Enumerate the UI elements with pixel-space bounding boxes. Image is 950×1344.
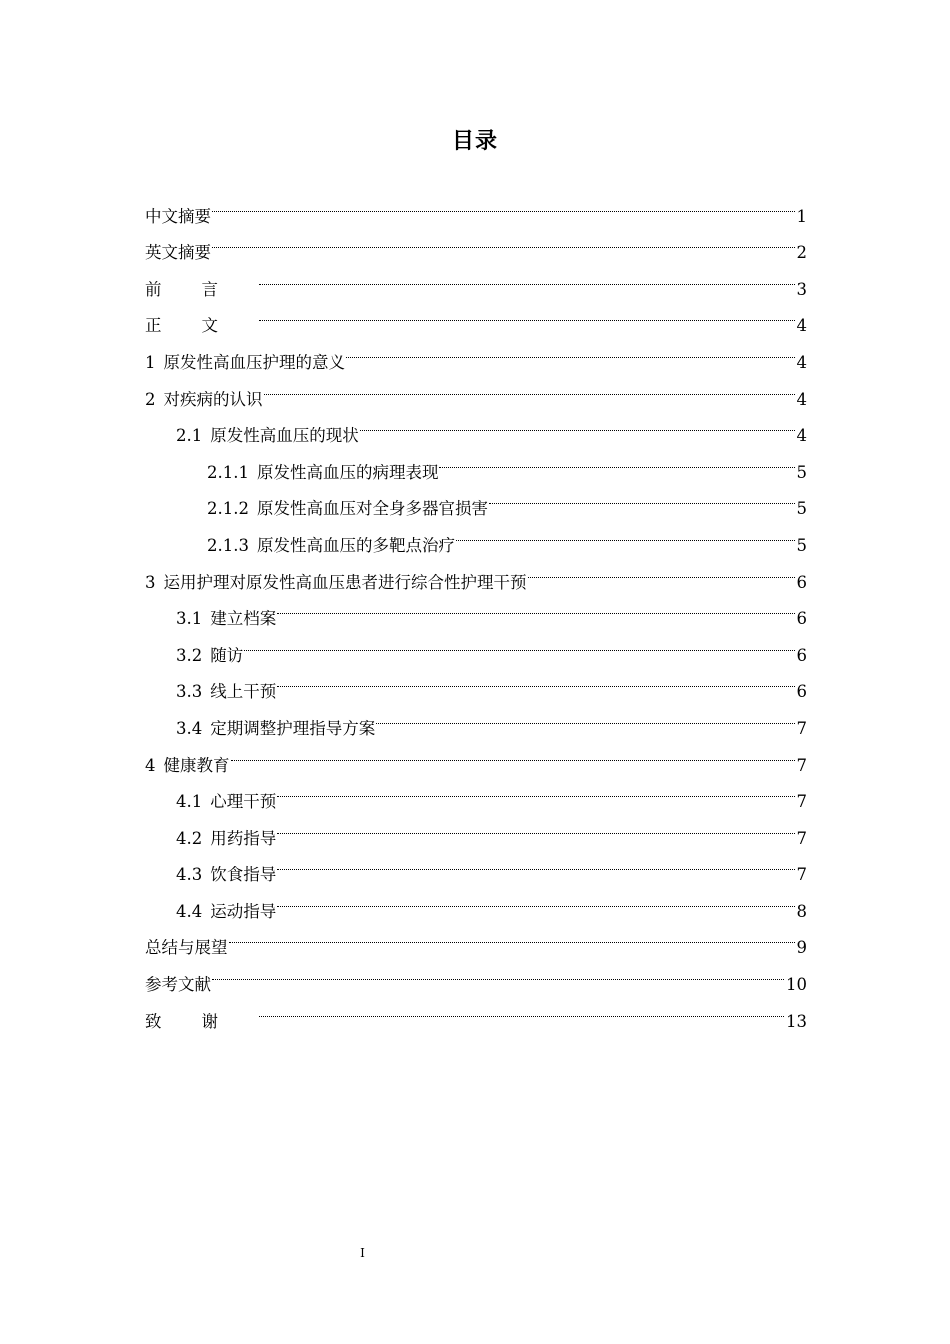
toc-entry-number: 3 [145, 572, 156, 592]
toc-entry-number: 2.1.3 [207, 535, 249, 555]
toc-entry-label: 参考文献 [145, 975, 211, 995]
toc-entry-number: 3.2 [176, 645, 203, 665]
toc-entry[interactable] [145, 953, 807, 995]
toc-entry-page: 7 [796, 865, 807, 885]
toc-dot-leader [212, 185, 795, 222]
toc-entry-label: 饮食指导 [210, 865, 277, 885]
toc-dot-leader [212, 222, 795, 259]
toc-title: 目录 [451, 128, 498, 154]
toc-entry-page: 4 [796, 426, 807, 446]
toc-entry-page: 7 [796, 718, 807, 738]
toc-entry[interactable] [145, 661, 807, 702]
toc-dot-leader [259, 258, 795, 295]
toc-entry-page: 7 [796, 755, 807, 775]
toc-entry-page: 2 [796, 243, 807, 263]
toc-dot-leader [231, 734, 795, 771]
toc-entry-number: 3.4 [176, 718, 203, 738]
page-number: I [360, 1246, 365, 1260]
toc-entry-label: 用药指导 [210, 828, 277, 848]
toc-entry-label: 原发性高血压的多靶点治疗 [256, 535, 455, 555]
toc-dot-leader [277, 661, 794, 698]
toc-dot-leader [229, 917, 795, 954]
toc-entry-label: 原发性高血压护理的意义 [163, 352, 345, 372]
toc-entry[interactable] [145, 222, 807, 263]
toc-entry-page: 5 [796, 462, 807, 482]
toc-entry-number: 3.3 [176, 682, 203, 702]
toc-entry-page: 13 [786, 1011, 807, 1031]
toc-entry-page: 7 [796, 792, 807, 812]
toc-dot-leader [277, 880, 794, 917]
toc-entry-number: 4.3 [176, 865, 203, 885]
toc-entry-label: 原发性高血压对全身多器官损害 [256, 499, 488, 519]
toc-entry-number: 4.2 [176, 828, 203, 848]
toc-dot-leader [376, 697, 794, 734]
toc-dot-leader [277, 807, 794, 844]
toc-entry-label: 中文摘要 [145, 206, 211, 226]
toc-dot-leader [277, 771, 794, 808]
toc-dot-leader [439, 441, 794, 478]
toc-entry-number: 1 [145, 352, 156, 372]
toc-dot-leader [244, 624, 794, 661]
toc-entry-label: 致谢 [145, 1011, 258, 1031]
toc-entry-label: 原发性高血压的病理表现 [256, 462, 439, 482]
toc-dot-leader [264, 368, 795, 405]
toc-entry-page: 7 [796, 828, 807, 848]
toc-entry-page: 5 [796, 535, 807, 555]
toc-entry-number: 2 [145, 389, 156, 409]
toc-entry-number: 4.4 [176, 901, 203, 921]
toc-entry-number: 4.1 [176, 792, 203, 812]
toc-dot-leader [277, 588, 794, 625]
toc-entry[interactable] [145, 624, 807, 665]
toc-entry[interactable] [145, 990, 807, 1031]
toc-entry[interactable] [145, 771, 807, 812]
toc-entry-number: 2.1.1 [207, 462, 249, 482]
toc-entry-page: 6 [796, 609, 807, 629]
toc-entry-label: 健康教育 [163, 755, 230, 775]
toc-entry-label: 心理干预 [210, 792, 277, 812]
toc-entry-page: 6 [796, 572, 807, 592]
toc-entry-number: 4 [145, 755, 156, 775]
toc-entry[interactable] [145, 185, 807, 226]
toc-entry-page: 6 [796, 682, 807, 702]
toc-entry-page: 5 [796, 499, 807, 519]
toc-entry-page: 6 [796, 645, 807, 665]
toc-entry-label: 运用护理对原发性高血压患者进行综合性护理干预 [163, 572, 527, 592]
toc-dot-leader [456, 514, 795, 551]
toc-entry-label: 定期调整护理指导方案 [210, 718, 376, 738]
toc-entry-label: 对疾病的认识 [163, 389, 263, 409]
toc-entry-label: 运动指导 [210, 901, 277, 921]
toc-entry-label: 线上干预 [210, 682, 277, 702]
toc-entry[interactable] [145, 258, 807, 299]
toc-entry[interactable] [145, 734, 807, 775]
toc-dot-leader [259, 295, 795, 332]
toc-entry[interactable] [145, 917, 807, 958]
toc-entry-label: 英文摘要 [145, 243, 211, 263]
toc-entry-label: 随访 [210, 645, 244, 665]
toc-entry-label: 正文 [145, 316, 258, 336]
toc-entry-number: 2.1.2 [207, 499, 249, 519]
toc-dot-leader [212, 953, 784, 990]
toc-entry-page: 3 [796, 279, 807, 299]
toc-dot-leader [528, 551, 795, 588]
toc-entry-label: 总结与展望 [145, 938, 228, 958]
toc-entry-number: 3.1 [176, 609, 203, 629]
toc-dot-leader [277, 844, 794, 881]
toc-dot-leader [360, 405, 795, 442]
toc-entry-page: 4 [796, 316, 807, 336]
toc-entry-label: 前言 [145, 279, 258, 299]
toc-entry-page: 4 [796, 352, 807, 372]
toc-entry-label: 原发性高血压的现状 [210, 426, 359, 446]
toc-entry-label: 建立档案 [210, 609, 277, 629]
toc-entry-page: 10 [786, 975, 807, 995]
toc-entry-page: 8 [796, 901, 807, 921]
table-of-contents [145, 185, 807, 1031]
toc-dot-leader [346, 331, 795, 368]
toc-dot-leader [259, 990, 784, 1027]
toc-entry-page: 1 [796, 206, 807, 226]
toc-entry-number: 2.1 [176, 426, 203, 446]
toc-entry-page: 4 [796, 389, 807, 409]
toc-entry-page: 9 [796, 938, 807, 958]
toc-dot-leader [489, 478, 795, 515]
